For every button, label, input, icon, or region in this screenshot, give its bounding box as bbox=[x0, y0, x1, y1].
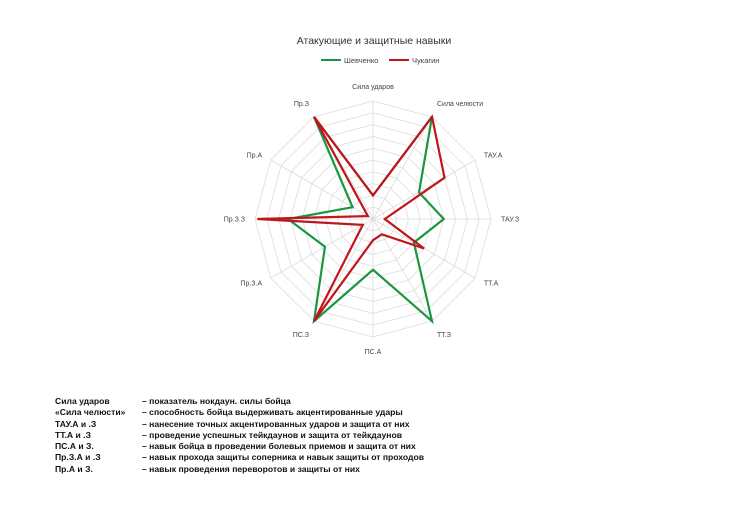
chart-title: Атакующие и защитные навыки bbox=[296, 35, 452, 47]
glossary-definition: – нанесение точных акцентированных ударов и защита от них bbox=[142, 418, 410, 429]
axis-label: Пр.З.А bbox=[240, 280, 263, 288]
glossary-item bbox=[55, 441, 424, 452]
glossary-item bbox=[55, 396, 424, 407]
axis-label: Сила челюсти bbox=[437, 101, 484, 109]
axis-label: ТАУ.З bbox=[501, 216, 520, 224]
axis-label: Пр.З bbox=[293, 101, 309, 109]
glossary-item bbox=[55, 430, 424, 441]
glossary-term: ПС.А и З. bbox=[55, 441, 94, 452]
axis-label: ПС.А bbox=[364, 349, 382, 356]
axis-label: ПС.З bbox=[292, 331, 309, 339]
glossary-list bbox=[55, 396, 424, 475]
glossary-term: Пр.З.А и .З bbox=[55, 452, 101, 463]
glossary-item bbox=[55, 464, 424, 475]
glossary-definition: – навык проведения переворотов и защиты от них bbox=[142, 463, 360, 474]
glossary-definition: – проведение успешных тейкдаунов и защита от тейкдаунов bbox=[142, 429, 403, 440]
axis-label: ТТ.З bbox=[437, 331, 451, 339]
legend-label-chukagin: Чукагин bbox=[412, 56, 440, 65]
glossary-term: ТТ.А и .З bbox=[55, 429, 91, 440]
glossary-item bbox=[55, 452, 424, 463]
glossary-term: Сила ударов bbox=[55, 396, 110, 406]
axis-label: Пр.А bbox=[246, 152, 263, 160]
axis-label: ТТ.А bbox=[483, 280, 499, 288]
glossary-item bbox=[55, 407, 424, 418]
glossary-definition: – способность бойца выдерживать акцентированные удары bbox=[142, 407, 403, 418]
glossary-definition: – навык прохода защиты соперника и навык защиты от проходов bbox=[142, 452, 424, 463]
legend-label-shevchenko: Шевченко bbox=[344, 56, 379, 65]
glossary-term: ТАУ.А и .З bbox=[55, 418, 97, 429]
axis-label: Сила ударов bbox=[352, 84, 394, 91]
chart-legend bbox=[321, 56, 439, 65]
glossary-definition: – показатель нокдаун. силы бойца bbox=[142, 396, 291, 406]
axis-label: ТАУ.А bbox=[483, 152, 503, 160]
glossary-term: Пр.А и З. bbox=[55, 463, 93, 474]
axis-label: Пр.З.З bbox=[223, 216, 245, 224]
glossary-definition: – навык бойца в проведении болевых приемов и защита от них bbox=[142, 441, 416, 452]
glossary-item bbox=[55, 419, 424, 430]
glossary-term: «Сила челюсти» bbox=[55, 407, 126, 418]
